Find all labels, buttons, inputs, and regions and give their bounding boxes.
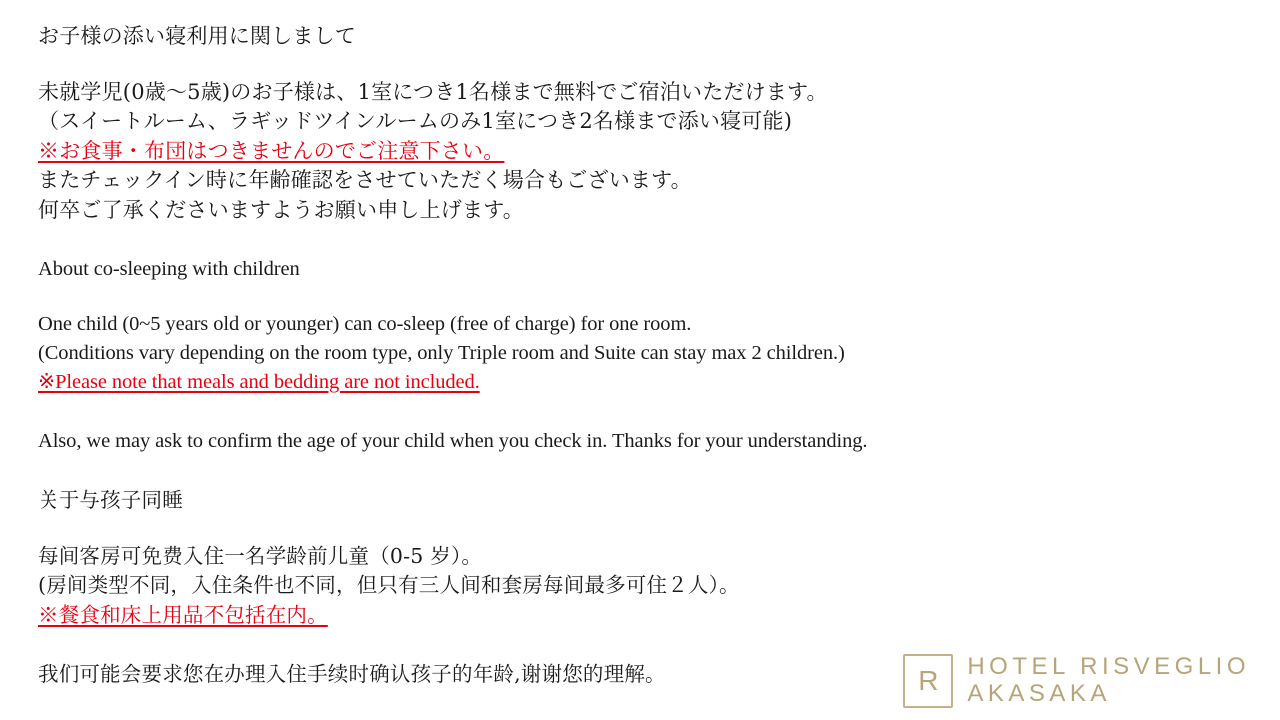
japanese-line-2: （スイートルーム、ラギッドツインルームのみ1室につき2名様まで添い寝可能) (38, 109, 793, 133)
logo-wordmark (967, 654, 1250, 708)
spacer (38, 225, 1242, 255)
english-warning-line: ※Please note that meals and bedding are not included. (38, 371, 480, 393)
chinese-heading: 关于与孩子同睡 (38, 488, 183, 512)
japanese-warning-line: ※お食事・布団はつきませんのでご注意下さい。 (38, 138, 505, 163)
english-line-1: One child (0~5 years old or younger) can co-sleep (free of charge) for one room. (38, 313, 692, 335)
logo-line-2: AKASAKA (967, 680, 1111, 707)
logo-monogram-icon: R (903, 654, 953, 708)
spacer (38, 516, 1242, 542)
japanese-line-1: 未就学児(0歳〜5歳)のお子様は、1室につき1名様まで無料でご宿泊いただけます。 (38, 79, 828, 104)
english-line-2: (Conditions vary depending on the room type, only Triple room and Suite can stay max 2 children.) (38, 342, 845, 364)
hotel-logo (903, 654, 1250, 708)
logo-line-1: HOTEL RISVEGLIO (967, 653, 1250, 681)
chinese-line-1: 每间客房可免费入住一名学龄前儿童（0-5 岁）。 (38, 543, 483, 568)
spacer (38, 284, 1242, 310)
english-heading: About co-sleeping with children (38, 258, 300, 280)
japanese-heading: お子様の添い寝利用に関しまして (38, 24, 356, 48)
section-japanese (38, 22, 1242, 225)
section-english (38, 255, 1242, 456)
chinese-line-2: (房间类型不同，入住条件也不同，但只有三人间和套房每间最多可住２人）。 (38, 573, 740, 597)
chinese-closing-line: 我们可能会要求您在办理入住手续时确认孩子的年龄,谢谢您的理解。 (38, 662, 666, 686)
spacer (38, 397, 1242, 427)
chinese-warning-line: ※餐食和床上用品不包括在内。 (38, 602, 328, 627)
japanese-line-5: 何卒ご了承くださいますようお願い申し上げます。 (38, 197, 524, 222)
japanese-line-4: またチェックイン時に年齢確認をさせていただく場合もございます。 (38, 168, 692, 192)
spacer (38, 456, 1242, 486)
english-closing-line: Also, we may ask to confirm the age of your child when you check in. Thanks for your understanding. (38, 430, 868, 452)
spacer (38, 52, 1242, 78)
